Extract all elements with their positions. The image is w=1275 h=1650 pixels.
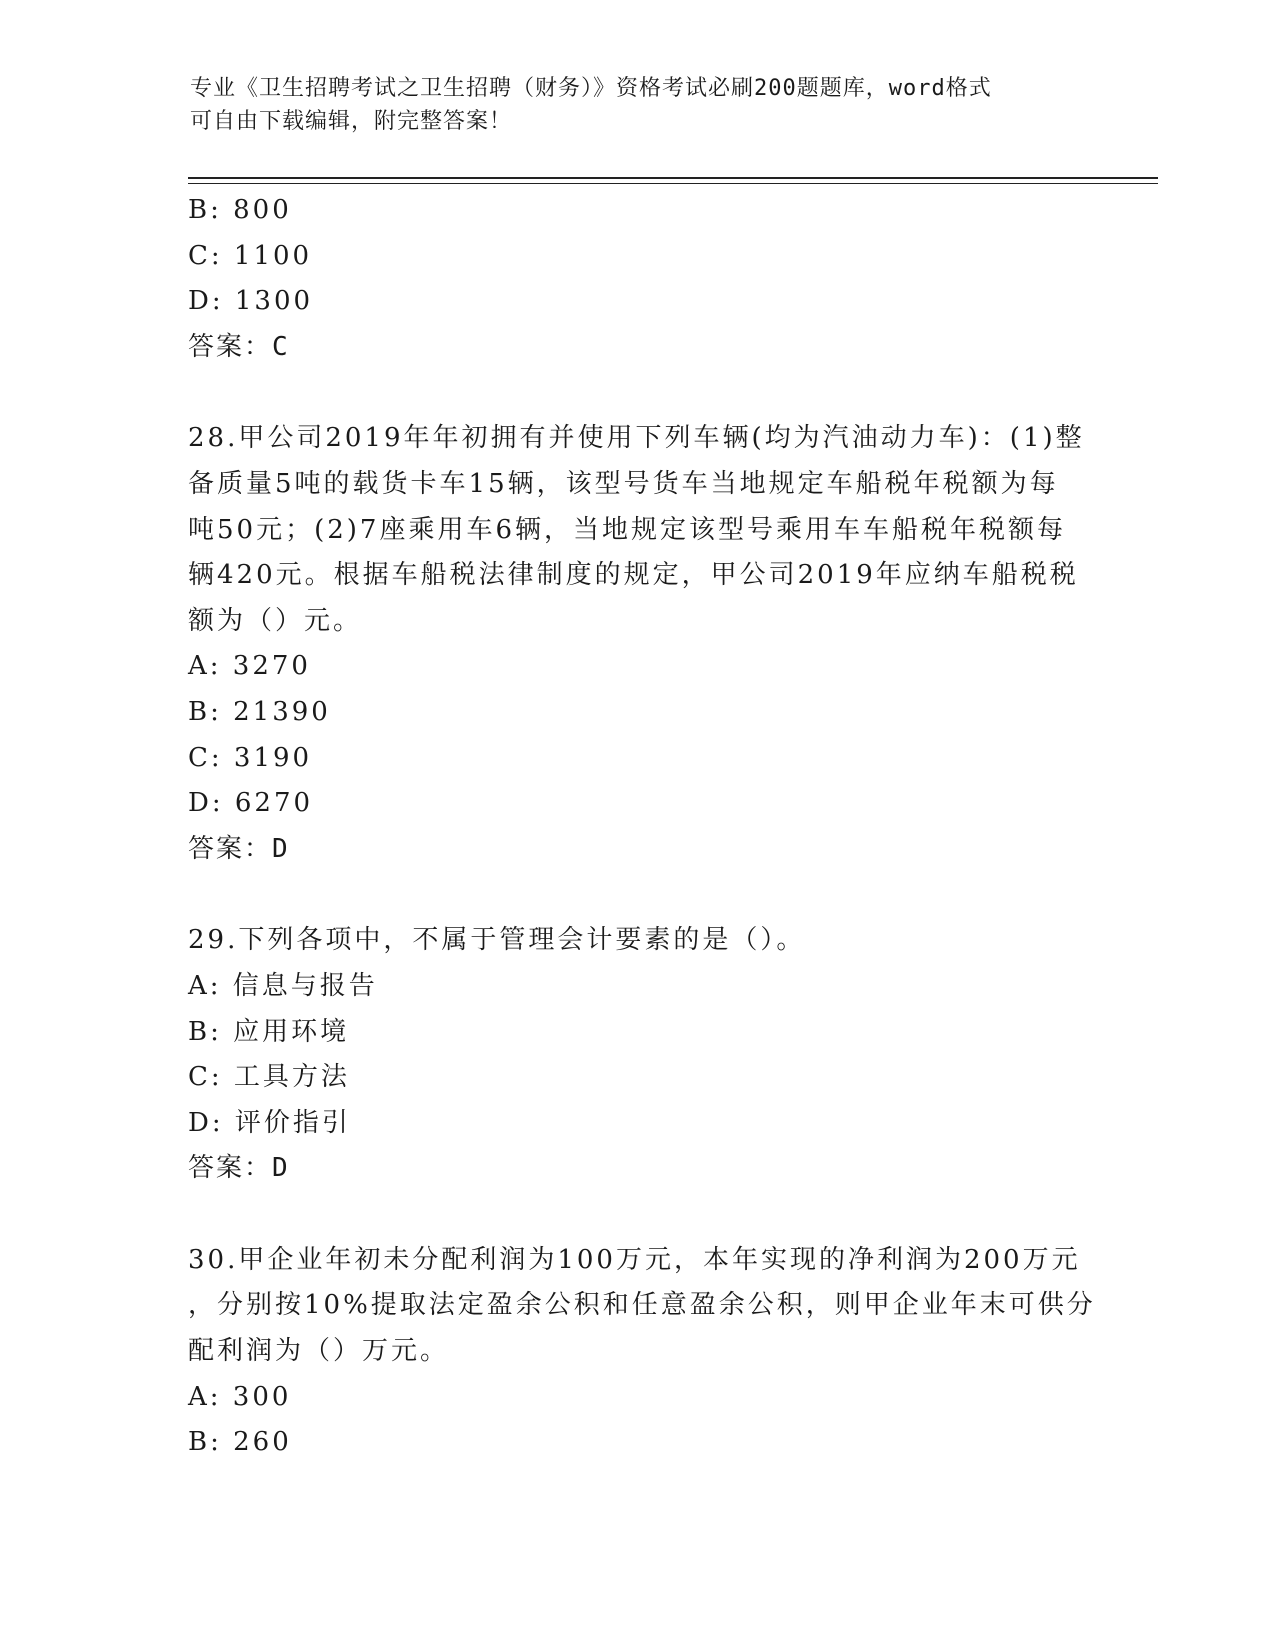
answer-label: 答案： [188,331,273,362]
question-list [188,188,1096,1466]
question-27-tail [188,188,1088,370]
answer-value: D [272,1153,290,1184]
question-text-line: 28.甲公司2019年年初拥有并使用下列车辆(均为汽油动力车)：(1)整 [188,423,1085,454]
question-30 [188,1238,1096,1466]
header-line-2: 可自由下载编辑，附完整答案！ [190,109,513,134]
answer-label: 答案： [188,833,273,864]
answer-line [188,827,1088,873]
question-text-line: 吨50元；(2)7座乘用车6辆，当地规定该型号乘用车车船税年税额每 [188,514,1066,545]
document-header [190,72,1070,138]
question-29 [188,918,1088,1192]
option-d: D: 6270 [188,788,314,819]
question-text-line: 辆420元。根据车船税法律制度的规定，甲公司2019年应纳车船税税 [188,560,1079,591]
answer-label: 答案： [188,1153,273,1184]
option-a: A: 3270 [188,651,311,682]
header-line-1: 专业《卫生招聘考试之卫生招聘（财务）》资格考试必刷200题题库，word格式 [190,76,992,101]
option-b: B: 260 [188,1427,292,1458]
question-text-line: 配利润为（）万元。 [188,1336,450,1367]
option-d: D: 1300 [188,286,314,317]
option-b: B: 21390 [188,696,331,727]
question-text-line: 29.下列各项中，不属于管理会计要素的是（）。 [188,925,806,956]
option-b: B: 800 [188,195,292,225]
answer-value: D [272,833,290,864]
option-d: D: 评价指引 [188,1107,351,1138]
answer-line [188,1146,1088,1192]
option-c: C: 3190 [188,742,313,773]
answer-line [188,325,1088,371]
option-a: A: 300 [188,1381,292,1412]
answer-value: C [272,331,290,362]
header-divider-thin [188,183,1158,184]
question-text-line: 30.甲企业年初未分配利润为100万元，本年实现的净利润为200万元 [188,1244,1081,1275]
option-c: C: 工具方法 [188,1062,350,1093]
option-a: A: 信息与报告 [188,970,378,1001]
question-text-line: ，分别按10%提取法定盈余公积和任意盈余公积，则甲企业年末可供分 [188,1290,1096,1321]
question-text-line: 额为（）元。 [188,605,363,636]
question-text-line: 备质量5吨的载货卡车15辆，该型号货车当地规定车船税年税额为每 [188,468,1059,499]
header-divider-thick [188,177,1158,179]
option-b: B: 应用环境 [188,1016,350,1047]
question-28 [188,416,1088,872]
option-c: C: 1100 [188,240,313,271]
